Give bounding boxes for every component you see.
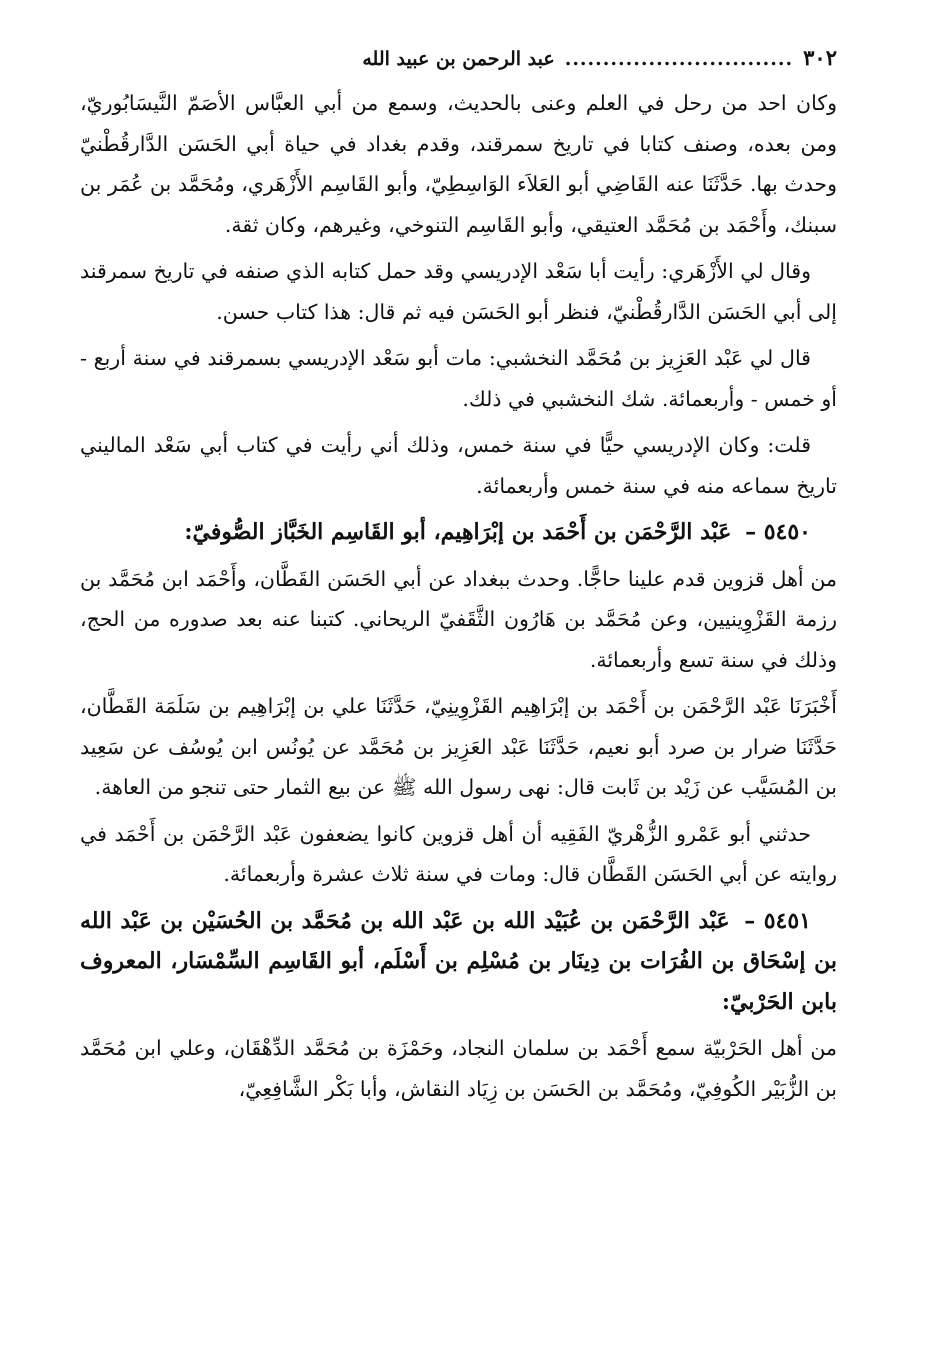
page-number: ٣٠٢ — [803, 45, 837, 70]
paragraph: من أهل قزوين قدم علينا حاجًّا. وحدث ببغداد عن أبي الحَسَن القَطَّان، وأَحْمَد ابن مُحَمَّد بن رزمة القَزْوِينيين، وعن مُحَمَّد بن هَارُون الثَّقَفيّ الريحاني. كتبنا عنه بعد صدوره من الحج، وذلك في سنة تسع وأربعمائة. — [80, 566, 837, 672]
paragraph: وقال لي الأَزْهَري: رأيت أبا سَعْد الإدريسي وقد حمل كتابه الذي صنفه في تاريخ سمرقند إلى أبي الحَسَن الدَّارقُطْنيّ، فنظر أبو الحَسَن فيه ثم قال: هذا كتاب حسن. — [80, 259, 837, 324]
entry-heading-5451 — [80, 901, 837, 1023]
running-header — [80, 44, 837, 73]
entry-number: ٥٤٥٠ – — [745, 519, 811, 545]
running-title: عبد الرحمن بن عبيد الله — [362, 48, 555, 70]
entry-heading-5450 — [80, 512, 837, 553]
paragraph: قلت: وكان الإدريسي حيًّا في سنة خمس، وذلك أني رأيت في كتاب أبي سَعْد الماليني تاريخ سماعه منه في سنة خمس وأربعمائة. — [80, 433, 837, 498]
entry-title: عَبْد الرَّحْمَن بن عُبَيْد الله بن عَبْد الله بن مُحَمَّد بن الحُسَيْن بن عَبْد الله بن إسْحَاق بن الفُرَات بن دِينَار بن مُسْلِم بن أَسْلَم، أبو القَاسِم السِّمْسَار، المعروف بابن الحَرْبيّ: — [80, 907, 838, 1015]
entry-title: عَبْد الرَّحْمَن بن أَحْمَد بن إبْرَاهِيم، أبو القَاسِم الخَبَّاز الصُّوفيّ: — [184, 519, 732, 545]
paragraph-continued: وكان احد من رحل في العلم وعنى بالحديث، وسمع من أبي العبَّاس الأصَمّ النَّيسَابُوريّ، ومن بعده، وصنف كتابا في تاريخ سمرقند، وقدم بغداد في حياة أبي الحَسَن الدَّارقُطْنيّ وحدث بها. حَدَّثَنَا عنه القَاضِي أبو العَلاَء الوَاسِطِيّ، وأبو القَاسِم الأَزْهَري، ومُحَمَّد بن عُمَر بن سبنك، وأَحْمَد بن مُحَمَّد العتيقي، وأبو القَاسِم التنوخي، وغيرهم، وكان ثقة. — [80, 91, 837, 237]
paragraph: من أهل الحَرْبيّة سمع أَحْمَد بن سلمان النجاد، وحَمْزَة بن مُحَمَّد الدِّهْقَان، وعلي ابن مُحَمَّد بن الزُّبَيْر الكُوفِيّ، ومُحَمَّد بن الحَسَن بن زِيَاد النقاش، وأبا بَكْر الشَّافِعِيّ، — [80, 1036, 837, 1101]
paragraph: أَخْبَرَنَا عَبْد الرَّحْمَن بن أَحْمَد بن إبْرَاهِيم القَزْوِينِيّ، حَدَّثَنَا علي بن إبْرَاهِيم بن سَلَمَة القَطَّان، حَدَّثَنَا ضرار بن صرد أبو نعيم، حَدَّثَنَا عَبْد العَزِيز بن مُحَمَّد عن يُونُس ابن يُوسُف عن سَعِيد بن المُسَيَّب عن زَيْد بن ثَابت قال: نهى رسول الله ﷺ عن بيع الثمار حتى تنجو من العاهة. — [80, 694, 837, 799]
paragraph: قال لي عَبْد العَزِيز بن مُحَمَّد النخشبي: مات أبو سَعْد الإدريسي بسمرقند في سنة أربع - أو خمس - وأربعمائة. شك النخشبي في ذلك. — [80, 346, 837, 411]
header-dots: .............................. — [564, 48, 794, 70]
paragraph: حدثني أبو عَمْرو الزُّهْريّ الفَقِيه أن أهل قزوين كانوا يضعفون عَبْد الرَّحْمَن بن أَحْمَد في روايته عن أبي الحَسَن القَطَّان قال: ومات في سنة ثلاث عشرة وأربعمائة. — [80, 821, 837, 886]
entry-number: ٥٤٥١ – — [744, 907, 811, 934]
